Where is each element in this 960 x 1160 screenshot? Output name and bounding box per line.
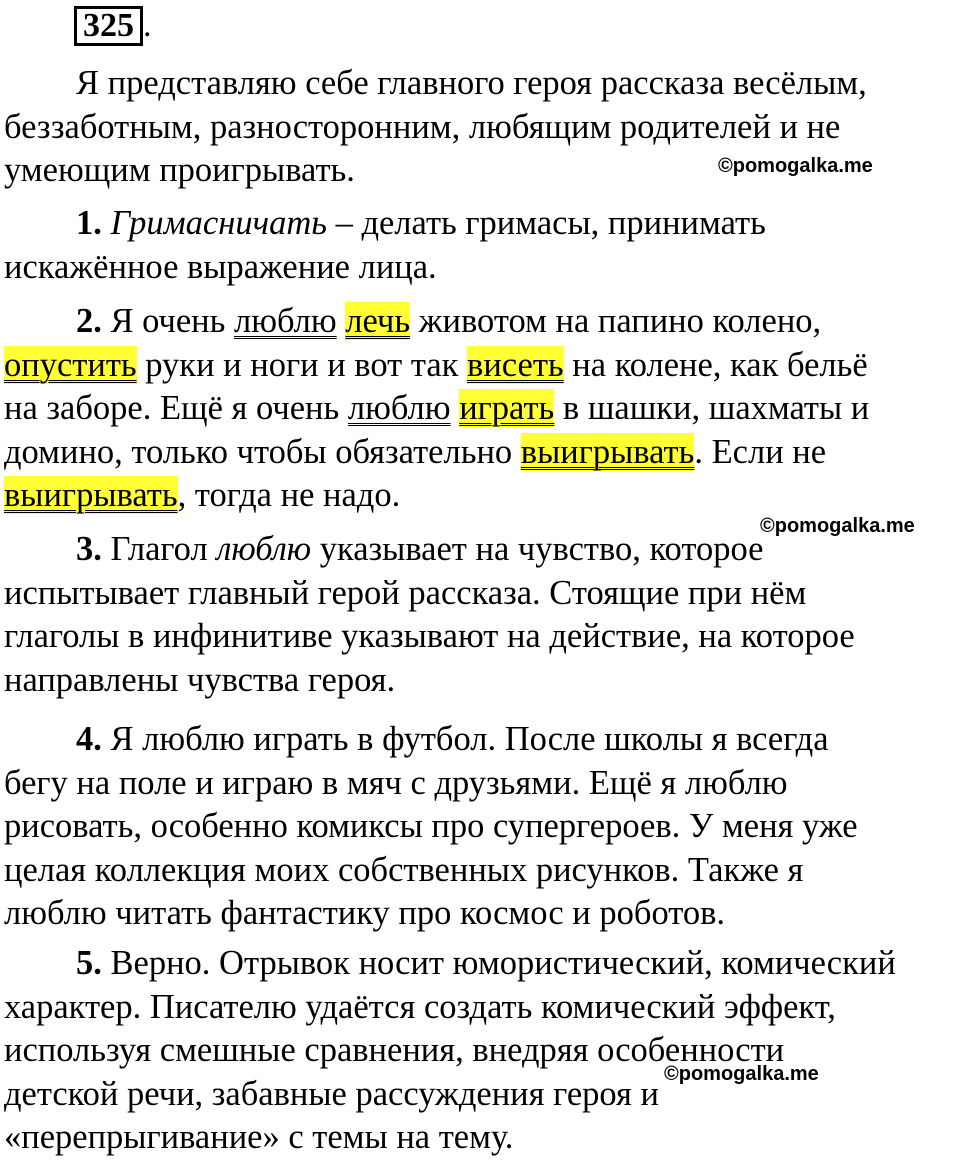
answer-3-term: люблю — [216, 530, 312, 568]
answer-3-paragraph — [4, 528, 956, 702]
watermark-1: ©pomogalka.me — [718, 155, 873, 177]
answer-3-line-2: испытывает главный герой рассказа. Стоящие при нём — [4, 573, 807, 612]
verb-vyigryvat-2-highlight: выигрывать — [4, 476, 178, 514]
watermark-3: ©pomogalka.me — [664, 1063, 819, 1085]
answer-5-line-4: детской речи, забавные рассуждения героя и — [4, 1074, 659, 1113]
answer-3-number: 3. — [76, 530, 102, 568]
task-number-line — [74, 6, 152, 46]
verb-vyigryvat-1-highlight: выигрывать — [520, 432, 695, 471]
answer-5-line-5: «перепрыгивание» с темы на тему. — [4, 1118, 514, 1156]
verb-igrat-highlight: играть — [459, 389, 555, 427]
answer-4-line-1: Я люблю играть в футбол. После школы я всегда — [101, 720, 829, 758]
task-number-suffix: . — [143, 7, 152, 44]
intro-line-2: беззаботным, разносторонним, любящим родителей и не — [4, 107, 841, 146]
answer-2-number: 2. — [76, 302, 102, 340]
verb-viset-highlight: висеть — [467, 345, 564, 384]
answer-5-line-2: характер. Писателю удаётся создать комический эффект, — [4, 987, 836, 1026]
answer-1-line-1-rest: – делать гримасы, принимать — [326, 204, 766, 242]
answer-4-line-5: люблю читать фантастику про космос и роботов. — [4, 894, 726, 932]
watermark-2: ©pomogalka.me — [760, 515, 915, 537]
answer-2-paragraph — [4, 300, 956, 518]
answer-2-text: на колене, как бельё — [563, 345, 868, 384]
verb-opustit-highlight: опустить — [4, 345, 137, 384]
answer-3-text: Глагол — [101, 530, 217, 568]
answer-2-text: в шашки, шахматы и — [554, 389, 870, 427]
answer-3-text: указывает на чувство, которое — [311, 530, 764, 568]
answer-1-number: 1. — [76, 204, 102, 242]
answer-2-text: руки и ноги и вот так — [136, 345, 468, 384]
answer-4-line-4: целая коллекция моих собственных рисунков. Также я — [4, 850, 804, 889]
answer-1-line-2: искажённое выражение лица. — [4, 247, 437, 286]
verb-lublu-2: люблю — [347, 389, 451, 427]
intro-line-1: Я представляю себе главного героя рассказа весёлым, — [76, 64, 867, 102]
answer-1-paragraph — [4, 202, 956, 289]
verb-lech-highlight: лечь — [345, 302, 411, 340]
answer-4-line-2: бегу на поле и играю в мяч с друзьями. Ещё я люблю — [4, 763, 788, 802]
answer-4-number: 4. — [76, 720, 102, 758]
answer-2-text: . Если не — [694, 432, 827, 471]
answer-3-line-3: глаголы в инфинитиве указывают на действие, на которое — [4, 617, 855, 655]
task-number-box: 325 — [74, 6, 143, 46]
answer-2-text: домино, только чтобы обязательно — [4, 432, 521, 471]
answer-2-text: на заборе. Ещё я очень — [4, 389, 348, 427]
answer-1-term: Гримасничать — [110, 204, 327, 242]
answer-2-text: , тогда не надо. — [177, 476, 401, 514]
intro-line-3: умеющим проигрывать. — [4, 151, 355, 189]
verb-lublu-1: люблю — [233, 302, 337, 340]
answer-3-line-4: направлены чувства героя. — [4, 660, 396, 699]
answer-2-text: животом на папино колено, — [410, 302, 822, 340]
answer-4-line-3: рисовать, особенно комиксы про супергероев. У меня уже — [4, 807, 858, 845]
answer-5-number: 5. — [76, 944, 102, 982]
answer-4-paragraph — [4, 718, 956, 936]
answer-5-paragraph — [4, 942, 956, 1160]
answer-5-line-3: используя смешные сравнения, внедряя особенности — [4, 1031, 785, 1069]
answer-5-line-1: Верно. Отрывок носит юмористический, комический — [101, 944, 896, 982]
answer-2-text: Я очень — [101, 302, 234, 340]
